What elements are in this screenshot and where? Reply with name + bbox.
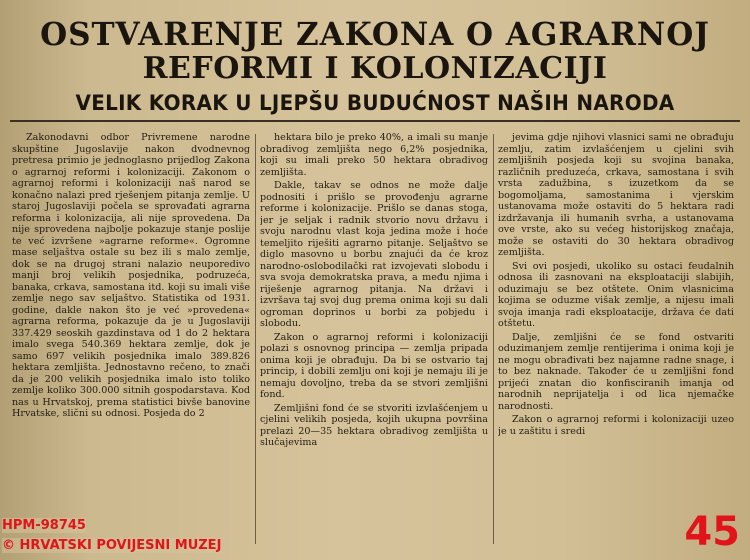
headline-rule [10, 120, 740, 122]
paragraph: Zakonodavni odbor Privremene narodne skupštine Jugoslavije nakon dvodnevnog pretresa primio je jednoglasno prijedlog Zakona o agrarnoj reformi i kolonizaciji. Zakonom o agrarnoj reformi i kolonizaciji naš narod se konačno nalazi pred rješenjem pitanja zemlje. U staroj Jugoslaviji počela se sprovađati agrarna reforma i kolonizacija, ali nije sprovedena. Da nije sprovedena najbolje pokazuje stanje poslije te već izvršene »agrarne reforme«. Ogromne mase seljaštva ostale su bez ili s malo zemlje, dok se na drugoj strani nalazio neuporedivo manji broj velikih posjednika, podruzeća, banaka, crkava, samostana itd. koji su imali više zemlje nego sav seljaštvo. Statistika od 1931. godine, dakle nakon što je već »provedena« agrarna reforma, pokazuje da je u Jugoslaviji 337.429 seoskih gazdinstava od 1 do 2 hektara imalo svega 540.369 hektara zemlje, dok je samo 697 velikih posjednika imalo 389.826 hektara zemljišta. Jednostavno rečeno, to znači da je 200 velikih posjednika imalo isto toliko zemlje koliko 300.000 sitnih gospodarstava. Kod nas u Hrvatskoj, prema statistici bivše banovine Hrvatske, slični su odnosi. Posjeda do 2 [12, 132, 250, 419]
paragraph: Dakle, takav se odnos ne može dalje podnositi i prišlo se provođenju agrarne reforme i kolonizacije. Prišlo se danas stoga, jer je seljak i radnik stvorio novu državu i svoju narodnu vlast koja jedina može i hoće temeljito riješiti agrarno pitanje. Seljaštvo se diglo masovno u borbu znajući da će kroz narodno-oslobodilački rat izvojevati slobodu i sva svoja demokratska prava, a među njima i riješenje agrarnog pitanja. Na državi i izvršava taj svoj dug prema onima koji su dali ogroman doprinos u borbi za pobjedu i slobodu. [260, 180, 488, 329]
headline-line1: OSTVARENJE ZAKONA O AGRARNOJ [40, 15, 710, 53]
museum-copyright: © HRVATSKI POVIJESNI MUZEJ [2, 538, 222, 553]
paragraph: Zakon o agrarnoj reformi i kolonizaciji uzeo je u zaštitu i sredi [498, 414, 734, 437]
paragraph: Dalje, zemljišni će se fond ostvariti oduzimanjem zemlje rentijerima i onima koji je ne mogu obrađivati bez najamne radne snage, i to bez naknade. Također će u zemljišni fond prijeći znatan dio konfisciranih imanja od narodnih neprijatelja i od lica njemačke narodnosti. [498, 331, 734, 412]
archive-item-id: HPM-98745 [2, 518, 86, 533]
paragraph: Svi ovi posjedi, ukoliko su ostaci feudalnih odnosa ili zasnovani na eksploataciji slabijih, oduzimaju se bez otštete. Onim vlasnicima kojima se oduzme višak zemlje, a nijesu imali svoja imanja radi eksploatacije, država će dati otštetu. [498, 260, 734, 329]
paragraph: Zakon o agrarnoj reformi i kolonizaciji polazi s osnovnog principa — zemlja pripada onima koji je obrađuju. Da bi se ostvario taj princip, i dobili zemlju oni koji je nemaju ili je nemaju dovoljno, treba da se stvori zemljišni fond. [260, 331, 488, 400]
paragraph: hektara bilo je preko 40%, a imali su manje obradivog zemljišta nego 6,2% posjednika, koji su imali preko 50 hektara obradivog zemljišta. [260, 132, 488, 178]
headline-line2: REFORMI I KOLONIZACIJI [142, 51, 608, 86]
article-body [12, 132, 742, 555]
subheadline: VELIK KORAK U LJEPŠU BUDUĆNOST NAŠIH NARODA [75, 91, 675, 115]
article-column-3 [498, 132, 734, 552]
paragraph: Zemljišni fond će se stvoriti izvlašćenjem u cjelini velikih posjeda, kojih ukupna površina prelazi 20—35 hektara obradivog zemljišta u slučajevima [260, 402, 488, 448]
page-number: 45 [684, 509, 740, 555]
article-column-1 [12, 132, 250, 552]
paragraph: jevima gdje njihovi vlasnici sami ne obrađuju zemlju, zatim izvlašćenjem u cjelini svih zemljišnih posjeda koji su svojina banaka, različnih preduzeća, crkava, samostana i svih vrsta zadužbina, s izuzetkom da se bogomoljama, samostanima i vjerskim ustanovama može ostaviti do 5 hektara radi izdržavanja ili humanih svrha, a ustanovama ove vrste, ako su većeg historijskog značaja, može se ostaviti do 30 hektara obradivog zemljišta. [498, 132, 734, 258]
column-divider [255, 134, 256, 544]
column-divider [493, 134, 494, 544]
article-column-2 [260, 132, 488, 552]
